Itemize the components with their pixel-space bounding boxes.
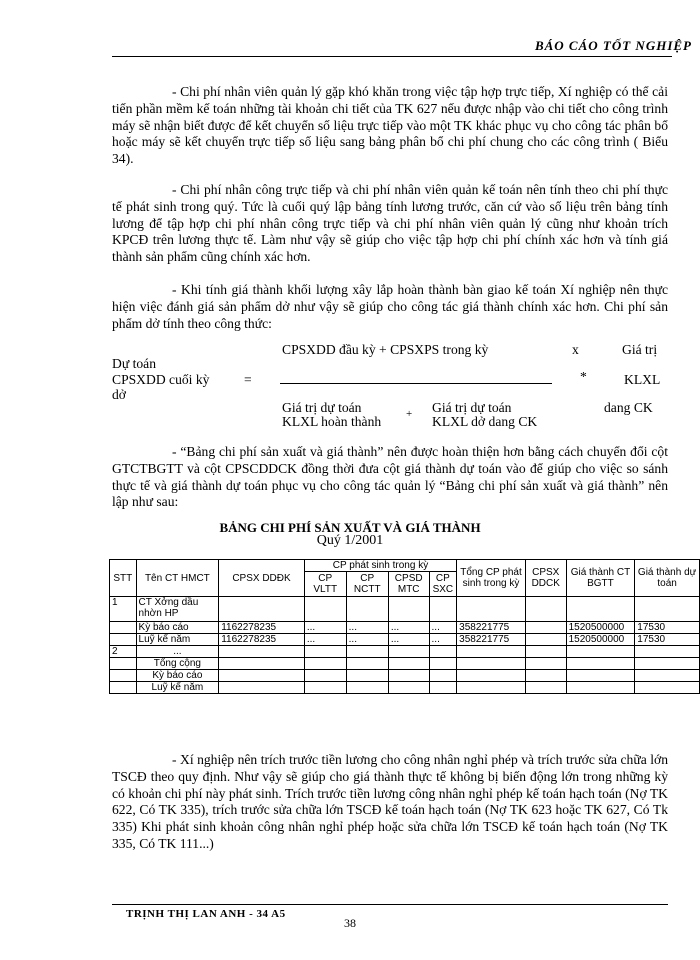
- cell-mtc: [388, 670, 429, 682]
- formula-den-2b: KLXL dở dang CK: [432, 414, 538, 429]
- cell-dddk: 1162278235: [219, 622, 305, 634]
- cell-stt: 2: [110, 646, 137, 658]
- cell-ten: Kỳ báo cáo: [136, 670, 219, 682]
- cell-ddck: [525, 658, 566, 670]
- paragraph-2-text: - Chi phí nhân công trực tiếp và chi phí nhân viên quản kế toán nên tính theo chi phí thực tế phát sinh trong quý. Tức là cuối quý lập bảng tính lương trước, căn cứ vào số liệu trên bảng tính lương để tập hợp chi phí nhân công trực tiếp và chi phí nhân viên quản lý cũng như khoản trích KPCĐ trên lương thực tế. Làm như vậy sẽ giúp cho việc tập hợp chi phí chính xác hơn và tính giá thành sản phẩm cũng chính xác hơn.: [112, 182, 668, 265]
- footer-author: TRỊNH THỊ LAN ANH - 34 A5: [126, 908, 286, 920]
- cell-mtc: [388, 646, 429, 658]
- cell-tong: [457, 682, 526, 694]
- cell-ncct: [346, 597, 388, 622]
- header-ten: Tên CT HMCT: [136, 560, 219, 597]
- cell-dddk: [219, 646, 305, 658]
- cell-stt: [110, 634, 137, 646]
- cell-gtbgtt: [566, 682, 635, 694]
- cell-sxc: [429, 670, 457, 682]
- cell-ncct: [346, 670, 388, 682]
- cell-mtc: [388, 682, 429, 694]
- cell-ddck: [525, 597, 566, 622]
- table-row: [110, 597, 700, 622]
- cell-dddk: [219, 670, 305, 682]
- cost-table: [109, 559, 700, 694]
- formula-den-1b: KLXL hoàn thành: [282, 414, 382, 429]
- header-tong: Tổng CP phát sinh trong kỳ: [457, 560, 526, 597]
- cell-tong: [457, 597, 526, 622]
- formula-numerator: CPSXDD đầu kỳ + CPSXPS trong kỳ: [282, 342, 489, 357]
- formula-left-1: Dự toán: [112, 356, 156, 371]
- cell-vltt: [304, 670, 346, 682]
- cell-mtc: ...: [388, 634, 429, 646]
- cell-vltt: ...: [304, 622, 346, 634]
- cell-gtdt: [635, 597, 700, 622]
- header-gtbgtt: Giá thành CT BGTT: [566, 560, 635, 597]
- cell-mtc: [388, 597, 429, 622]
- footer-rule: [112, 904, 668, 905]
- table-row: [110, 670, 700, 682]
- cell-ten: Tổng cộng: [136, 658, 219, 670]
- table-title: BẢNG CHI PHÍ SẢN XUẤT VÀ GIÁ THÀNH: [219, 520, 481, 535]
- cell-tong: [457, 670, 526, 682]
- table-row: [110, 682, 700, 694]
- paragraph-5-text: - Xí nghiệp nên trích trước tiền lương cho công nhân nghỉ phép và trích trước sửa chữa lớn TSCĐ theo quy định. Như vậy sẽ giúp cho giá thành thực tế không bị biến động lớn trong những kỳ có khoản chi phí này phát sinh. Trích trước tiền lương công nhân nghỉ phép kế toán hạch toán (Nợ TK 622, Có TK 335), trích trước sửa chữa lớn TSCĐ kế toán hạch toán (Nợ TK 623 hoặc TK 627, Có Tk 335) Khi phát sinh khoản công nhân nghỉ phép hoặc sửa chữa lớn TSCĐ kế toán hạch toán (Nợ TK 335, Có TK 111...): [112, 752, 668, 851]
- cell-mtc: [388, 658, 429, 670]
- cell-tong: [457, 646, 526, 658]
- formula-den-2a: Giá trị dự toán: [432, 400, 512, 415]
- table-row: [110, 622, 700, 634]
- cell-tong: 358221775: [457, 622, 526, 634]
- header-cpsx-dddk: CPSX DDĐK: [219, 560, 305, 597]
- cell-vltt: [304, 658, 346, 670]
- page-number: 38: [344, 916, 356, 930]
- paragraph-5: [112, 752, 668, 853]
- cell-gtdt: [635, 646, 700, 658]
- cell-vltt: [304, 646, 346, 658]
- table-row: [110, 646, 700, 658]
- formula-right-2: KLXL: [624, 372, 661, 387]
- cell-ddck: [525, 622, 566, 634]
- cell-gtbgtt: [566, 658, 635, 670]
- cell-sxc: [429, 646, 457, 658]
- cell-stt: [110, 622, 137, 634]
- cell-ddck: [525, 682, 566, 694]
- cell-gtdt: [635, 670, 700, 682]
- table-header-row-1: [110, 560, 700, 572]
- formula-equals: =: [244, 372, 252, 387]
- cell-vltt: [304, 682, 346, 694]
- header-ncct: CP NCTT: [346, 572, 388, 597]
- formula-times-1: x: [572, 342, 579, 357]
- cell-vltt: ...: [304, 634, 346, 646]
- report-header-title: BÁO CÁO TỐT NGHIỆP: [534, 38, 692, 53]
- cell-ncct: [346, 682, 388, 694]
- header-stt: STT: [110, 560, 137, 597]
- cell-sxc: ...: [429, 622, 457, 634]
- cell-ten: Luỹ kế năm: [136, 682, 219, 694]
- cell-ncct: [346, 646, 388, 658]
- cell-sxc: [429, 658, 457, 670]
- cell-ddck: [525, 670, 566, 682]
- cell-dddk: [219, 597, 305, 622]
- header-ddck: CPSX DDCK: [525, 560, 566, 597]
- table-row: [110, 658, 700, 670]
- cell-gtbgtt: [566, 597, 635, 622]
- paragraph-3-text: - Khi tính giá thành khối lượng xây lắp hoàn thành bàn giao kế toán Xí nghiệp nên thực hiện việc đánh giá sản phẩm dở như vậy sẽ giúp cho công tác giá thành chính xác hơn. Chi phí sản phẩm dở tính theo công thức:: [112, 282, 668, 331]
- cell-gtbgtt: [566, 646, 635, 658]
- cell-ncct: ...: [346, 622, 388, 634]
- header-gtdt: Giá thành dự toán: [635, 560, 700, 597]
- cell-ncct: [346, 658, 388, 670]
- header-sxc: CP SXC: [429, 572, 457, 597]
- cell-gtbgtt: 1520500000: [566, 622, 635, 634]
- cell-vltt: [304, 597, 346, 622]
- cell-gtbgtt: 1520500000: [566, 634, 635, 646]
- cell-sxc: ...: [429, 634, 457, 646]
- cell-gtbgtt: [566, 670, 635, 682]
- cell-stt: [110, 670, 137, 682]
- cell-gtdt: 17530: [635, 634, 700, 646]
- header-cp-group: CP phát sinh trong kỳ: [304, 560, 456, 572]
- formula-left-3: dở: [112, 387, 126, 402]
- cell-stt: [110, 682, 137, 694]
- cell-stt: 1: [110, 597, 137, 622]
- cell-ten: Luỹ kế năm: [136, 634, 219, 646]
- formula-plus: +: [406, 408, 413, 420]
- cell-ten: Kỳ báo cáo: [136, 622, 219, 634]
- cell-sxc: [429, 597, 457, 622]
- cell-ncct: ...: [346, 634, 388, 646]
- formula-left-2: CPSXDD cuối kỳ: [112, 372, 210, 387]
- cell-stt: [110, 658, 137, 670]
- cell-dddk: [219, 682, 305, 694]
- cell-ddck: [525, 634, 566, 646]
- cell-dddk: 1162278235: [219, 634, 305, 646]
- cell-mtc: ...: [388, 622, 429, 634]
- cell-ten: ...: [136, 646, 219, 658]
- cell-ten: CT Xởng dầu nhờn HP: [136, 597, 219, 622]
- paragraph-1-text: - Chi phí nhân viên quản lý gặp khó khăn trong việc tập hợp trực tiếp, Xí nghiệp có thể cải tiến phần mềm kế toán những tài khoản chi tiết của TK 627 nếu được nhập vào chi tiết cho công trình máy sẽ nhận biết được để kết chuyển số liệu trực tiếp vào một TK khác phục vụ cho công tác phân bổ hoặc máy sẽ kết chuyển trực tiếp số liệu sang bảng phân bổ chi phí chung cho các công trình ( Biểu 34).: [112, 84, 668, 167]
- cell-gtdt: 17530: [635, 622, 700, 634]
- cell-tong: [457, 658, 526, 670]
- header-vltt: CP VLTT: [304, 572, 346, 597]
- paragraph-4-text: - “Bảng chi phí sản xuất và giá thành” nên được hoàn thiện hơn bằng cách chuyển đổi cột GTCTBGTT và cột CPSCDDCK đồng thời đưa cột giá thành dự toán vào để giúp cho việc so sánh thực tế và giá thành dự toán phục vụ cho công tác quản lý “Bảng chi phí sản xuất và giá thành” nên lập như sau:: [112, 444, 668, 510]
- cell-ddck: [525, 646, 566, 658]
- cell-gtdt: [635, 658, 700, 670]
- formula-den-1a: Giá trị dự toán: [282, 400, 362, 415]
- header-mtc: CPSD MTC: [388, 572, 429, 597]
- cell-gtdt: [635, 682, 700, 694]
- table-row: [110, 634, 700, 646]
- cell-tong: 358221775: [457, 634, 526, 646]
- cell-sxc: [429, 682, 457, 694]
- formula-right-1: Giá trị: [622, 342, 658, 357]
- formula-right-3: dang CK: [604, 400, 653, 415]
- cell-dddk: [219, 658, 305, 670]
- table-subtitle: Quý 1/2001: [316, 533, 384, 548]
- formula-times-2: *: [580, 369, 587, 384]
